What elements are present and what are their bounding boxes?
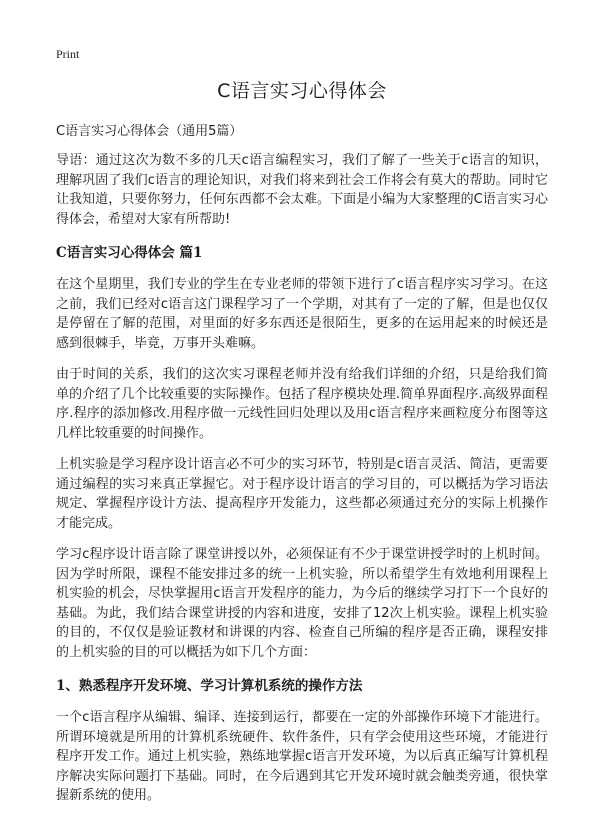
document-page	[56, 78, 548, 818]
intro-paragraph: 导语：通过这次为数不多的几天c语言编程实习，我们了解了一些关于c语言的知识，理解巩固了我们c语言的理论知识，对我们将来到社会工作将会有莫大的帮助。同时它让我知道，只要你努力，任何东西都不会太难。下面是小编为大家整理的C语言实习心得体会，希望对大家有所帮助!	[56, 153, 548, 227]
body-paragraph: 由于时间的关系，我们的这次实习课程老师并没有给我们详细的介绍，只是给我们简单的介绍了几个比较重要的实际操作。包括了程序模块处理.简单界面程序.高级界面程序.程序的添加修改.用程序做一元线性回归处理以及用c语言程序来画粒度分布图等这几样比较重要的时间操作。	[56, 367, 548, 441]
body-paragraph: 学习c程序设计语言除了课堂讲授以外，必须保证有不少于课堂讲授学时的上机时间。因为学时所限，课程不能安排过多的统一上机实验，所以希望学生有效地利用课程上机实验的机会，尽快掌握用c语言开发程序的能力，为今后的继续学习打下一个良好的基础。为此，我们结合课堂讲授的内容和进度，安排了12次上机实验。课程上机实验的目的，不仅仅是验证教材和讲课的内容、检查自己所编的程序是否正确，课程安排的上机实验的目的可以概括为如下几个方面：	[56, 547, 548, 660]
print-link[interactable]: Print	[56, 47, 80, 61]
document-subtitle: C语言实习心得体会（通用5篇）	[56, 124, 243, 139]
subsection-paragraph: 一个c语言程序从编辑、编译、连接到运行，都要在一定的外部操作环境下才能进行。所谓环境就是所用的计算机系统硬件、软件条件，只有学会使用这些环境，才能进行程序开发工作。通过上机实验，熟练地掌握c语言开发环境，为以后真正编写计算机程序解决实际问题打下基础。同时，在今后遇到其它开发环境时就会触类旁通，很快掌握新系统的使用。	[56, 710, 548, 803]
body-paragraph: 在这个星期里，我们专业的学生在专业老师的带领下进行了c语言程序实习学习。在这之前，我们已经对c语言这门课程学习了一个学期，对其有了一定的了解，但是也仅仅是停留在了解的范围，对里面的好多东西还是很陌生，更多的在运用起来的时候还是感到很棘手，毕竟，万事开头难嘛。	[56, 277, 548, 351]
document-title: C语言实习心得体会	[217, 80, 387, 102]
body-paragraph: 上机实验是学习程序设计语言必不可少的实习环节，特别是c语言灵活、简洁，更需要通过编程的实习来真正掌握它。对于程序设计语言的学习目的，可以概括为学习语法规定、掌握程序设计方法、提高程序开发能力，这些都必须通过充分的实际上机操作才能完成。	[56, 457, 548, 531]
section-heading-1: C语言实习心得体会 篇1	[56, 245, 203, 261]
subsection-heading-1: 1、熟悉程序开发环境、学习计算机系统的操作方法	[56, 678, 363, 694]
